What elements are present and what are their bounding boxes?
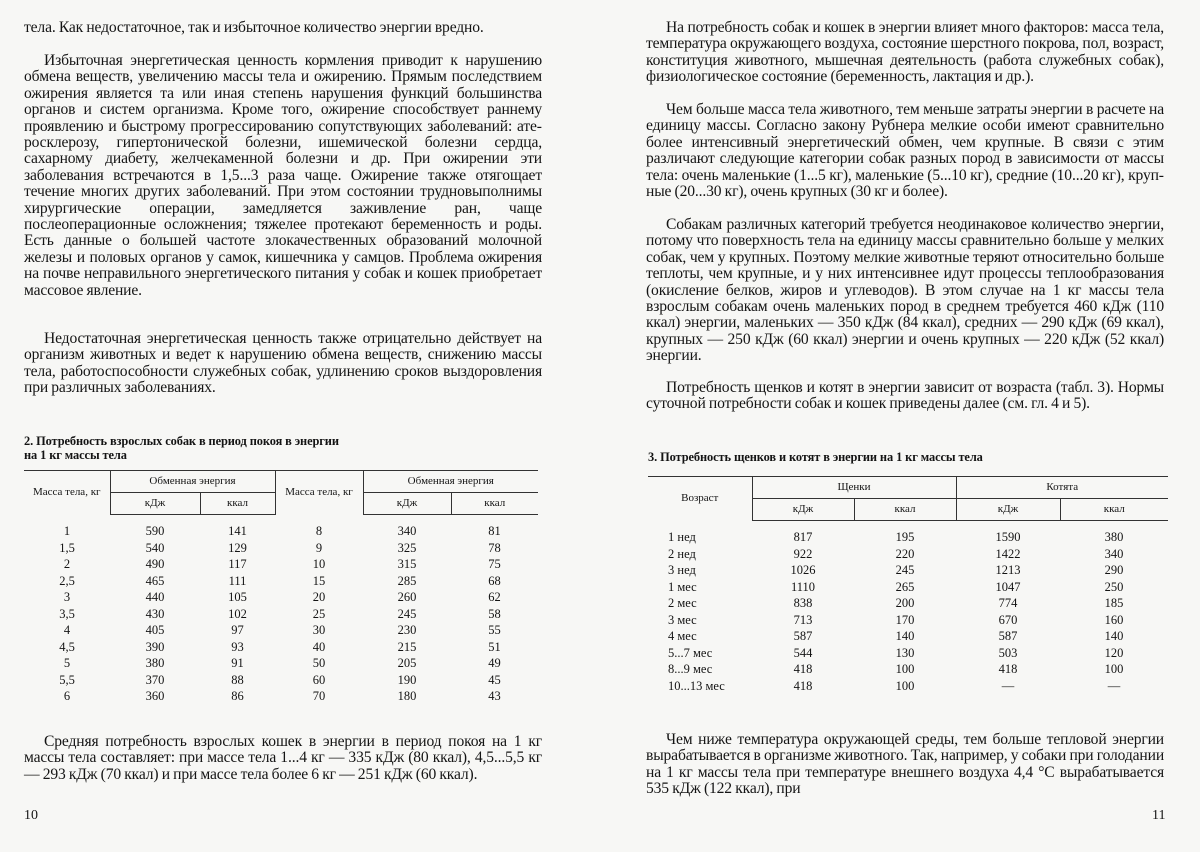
table-cell: 30	[312, 623, 326, 638]
table-cell: 245	[397, 606, 417, 621]
table-cell: 325	[397, 540, 417, 555]
table-cell: 51	[488, 639, 501, 654]
table-cell: 20	[312, 590, 326, 605]
page-number-left: 10	[24, 808, 38, 823]
table-row	[24, 606, 538, 623]
paragraph-energy-factors: На потребность собак и кошек в энергии влияет много факторов: масса тела, температура окружающего воздуха, состояние шерстного покрова, пол, возраст, конституция животного, мышечная деятельность (работа служебных собак), физиологическое состояние (беременность, лактация и др.).	[646, 19, 1164, 86]
table-cell: 587	[998, 629, 1018, 644]
table-adult-dogs-energy	[24, 470, 538, 705]
table3-header-kittens-kj: кДж	[956, 499, 1060, 521]
table-cell: 922	[793, 546, 813, 561]
table-cell: 8...9 мес	[668, 662, 713, 677]
table2-header-energy-2: Обменная энергия	[363, 471, 538, 493]
table-cell: 587	[793, 629, 813, 644]
table-cell: 215	[397, 639, 417, 654]
table-cell: 465	[145, 573, 165, 588]
table-row	[648, 678, 1168, 695]
table-cell: 1 нед	[668, 530, 696, 544]
table-cell: 6	[63, 689, 71, 704]
table-row	[648, 562, 1168, 579]
table-cell: 55	[488, 623, 501, 638]
table-cell: 117	[228, 557, 247, 572]
table-cell: 5...7 мес	[668, 645, 713, 660]
table-cell: 102	[228, 606, 247, 621]
table-row	[24, 556, 538, 573]
table-cell: 265	[895, 579, 915, 594]
table-cell: 290	[1104, 563, 1124, 578]
table-cell: 105	[228, 590, 247, 605]
table-cell: 1026	[790, 563, 816, 578]
table-cell: 86	[231, 689, 244, 704]
table-row	[648, 546, 1168, 563]
table-cell: 590	[145, 524, 165, 539]
table-cell: 4,5	[59, 639, 75, 654]
table-row	[648, 579, 1168, 596]
table-cell: 120	[1104, 645, 1124, 660]
table-cell: 544	[793, 645, 813, 660]
paragraph-puppies-kittens: Потребность щенков и котят в энергии зависит от возраста (табл. 3). Нормы суточной потребности собак и кошек приведены далее (см. гл. 4 и 5).	[646, 379, 1164, 413]
table-cell: 1,5	[59, 540, 75, 555]
paragraph-dog-categories-energy: Собакам различных категорий требуется неодинаковое количество энергии, потому что поверхность тела на единицу массы сравнительно больше у мелких собак, чем у крупных. Поэтому мелкие животные теряют относительно больше теплоты, чем крупные, и у них интенсивнее идут процессы теплообразования (окисление белков, жиров и углеводов). В этом случае на 1 кг массы тела взрослым собакам очень маленьких пород в среднем требуется 460 кДж (110 ккал) энергии, маленьких — 350 кДж (84 ккал), средних — 290 кДж (69 ккал), крупных — 250 кДж (60 ккал) энергии и очень крупных — 220 кДж (52 ккал) энергии.	[646, 216, 1164, 365]
table-cell: 78	[488, 540, 501, 555]
table-cell: 15	[312, 573, 326, 588]
table-cell: 111	[228, 573, 247, 588]
table2-caption	[24, 434, 544, 462]
table-cell: 370	[145, 672, 165, 687]
table-row	[648, 612, 1168, 629]
paragraph-insufficient-energy: Недостаточная энергетическая ценность также отрицательно действует на организм животных и ведет к нарушению обмена веществ, снижению массы тела, работоспособности служебных собак, удлинению сроков выздоровления при различных заболеваниях.	[24, 330, 542, 397]
table-row	[24, 515, 538, 540]
table-cell: 2,5	[59, 573, 75, 588]
table-cell: 130	[895, 645, 915, 660]
table-puppies-kittens-energy	[648, 476, 1168, 694]
table-cell: 75	[488, 557, 501, 572]
table-cell: 140	[895, 629, 915, 644]
table2-header-kj: кДж	[110, 493, 200, 515]
table-cell: 1047	[995, 579, 1021, 594]
table-row	[24, 672, 538, 689]
table-row	[648, 521, 1168, 546]
table-cell: 340	[1104, 546, 1124, 561]
table-cell: —	[1001, 678, 1015, 693]
table-cell: 490	[145, 557, 165, 572]
table-cell: 97	[231, 623, 244, 638]
table-cell: 49	[488, 656, 501, 671]
table2-header-mass: Масса тела, кг	[24, 471, 110, 515]
table3-header-kittens-kcal: ккал	[1060, 499, 1168, 521]
table-cell: 9	[315, 540, 323, 555]
table-cell: 390	[145, 639, 165, 654]
table-cell: 250	[1104, 579, 1124, 594]
table-cell: 25	[312, 606, 326, 621]
table3-header-puppies: Щенки	[752, 477, 956, 499]
table-row	[24, 573, 538, 590]
table-row	[24, 589, 538, 606]
table-cell: 418	[793, 662, 813, 677]
table-cell: 160	[1104, 612, 1124, 627]
table-row	[24, 639, 538, 656]
table-cell: 100	[895, 662, 915, 677]
table-cell: 180	[397, 689, 417, 704]
table2-caption-line2: на 1 кг массы тела	[24, 448, 127, 462]
table-cell: 670	[998, 612, 1018, 627]
table-cell: 40	[312, 639, 326, 654]
right-page	[600, 0, 1200, 852]
table-cell: 60	[312, 672, 326, 687]
page-number-right: 11	[1152, 808, 1166, 823]
table-cell: 8	[315, 524, 323, 538]
table-cell: 88	[231, 672, 244, 687]
table-cell: 70	[312, 689, 326, 704]
table-cell: 2 нед	[668, 546, 696, 561]
table-cell: 1 мес	[668, 579, 697, 594]
table-cell: —	[1107, 678, 1121, 693]
table-cell: 185	[1104, 596, 1124, 611]
table-cell: 5,5	[59, 672, 75, 687]
table-cell: 100	[1104, 662, 1124, 677]
table3-caption: 3. Потребность щенков и котят в энергии на 1 кг массы тела	[648, 450, 983, 464]
paragraph-cats-energy: Средняя потребность взрослых кошек в энергии в период покоя на 1 кг массы тела составляет: при массе тела 1...4 кг — 335 кДж (80 ккал), 4,5...5,5 кг — 293 кДж (70 ккал) и при массе тела более 6 кг — 251 кДж (60 ккал).	[24, 733, 542, 783]
table-cell: 360	[145, 689, 165, 704]
table-cell: 205	[397, 656, 417, 671]
table-cell: 91	[231, 656, 244, 671]
table-cell: 62	[488, 590, 501, 605]
table-cell: 3 мес	[668, 612, 697, 627]
table-row	[24, 655, 538, 672]
table-cell: 1590	[995, 530, 1021, 545]
table-cell: 285	[397, 573, 417, 588]
paragraph-temperature-energy: Чем ниже температура окружающей среды, тем больше тепловой энергии вырабатывается в организме животного. Так, например, у собаки при голодании на 1 кг массы тела при температуре внешнего воздуха 4,4 °С вырабатывается 535 кДж (122 ккал), при	[646, 731, 1165, 798]
table-row	[648, 595, 1168, 612]
table-cell: 93	[231, 639, 244, 654]
paragraph-energy-harm-end: тела. Как недостаточное, так и избыточное количество энергии вредно.	[24, 19, 484, 36]
table-cell: 405	[145, 623, 165, 638]
table-cell: 230	[397, 623, 417, 638]
table2-header-energy: Обменная энергия	[110, 471, 275, 493]
table-cell: 45	[488, 672, 501, 687]
table-cell: 195	[895, 530, 915, 545]
table-cell: 5	[63, 656, 71, 671]
table-cell: 503	[998, 645, 1018, 660]
table-cell: 1	[63, 524, 71, 538]
table-cell: 1213	[995, 563, 1021, 578]
table-cell: 4	[63, 623, 71, 638]
table2-header-kcal-2: ккал	[451, 493, 538, 515]
table-cell: 540	[145, 540, 165, 555]
table-cell: 43	[488, 689, 501, 704]
table3-header-puppies-kcal: ккал	[854, 499, 956, 521]
table-cell: 2 мес	[668, 596, 697, 611]
table3-header-puppies-kj: кДж	[752, 499, 854, 521]
table-cell: 245	[895, 563, 915, 578]
table-cell: 340	[397, 524, 417, 539]
table-cell: 3 нед	[668, 563, 696, 578]
table-row	[648, 661, 1168, 678]
table-cell: 170	[895, 612, 915, 627]
table-row	[648, 645, 1168, 662]
table-cell: 50	[312, 656, 326, 671]
table2-caption-line1: 2. Потребность взрослых собак в период покоя в энергии	[24, 434, 339, 448]
table-cell: 190	[397, 672, 417, 687]
table-cell: 58	[488, 606, 501, 621]
table-cell: 838	[793, 596, 813, 611]
table-cell: 418	[998, 662, 1018, 677]
table-row	[24, 540, 538, 557]
table-cell: 10	[312, 557, 326, 572]
paragraph-excess-energy: Избыточная энергетическая ценность кормления приводит к нарушению обмена веществ, увеличению массы тела и ожирению. Прямым последствием ожирения является та или иная степень нарушения функций большинства органов и систем организма. Кроме того, ожирение способствует раннему проявлению и быстрому прогрессированию сопутствующих заболеваний: атеросклерозу, гипертонической болезни, ишемической болезни сердца, сахарному диабету, желчекаменной болезни и др. При ожирении эти заболевания встречаются в 1,5...3 раза чаще. Ожирение также отягощает течение многих других заболеваний. При этом состоянии трудновыполнимы хирургические операции, замедляется заживление ран, чаще послеоперационные осложнения; тяжелее протекают беременность и роды. Есть данные о большей частоте злокачественных образований молочной железы и половых органов у самок, кишечника у самцов. Проблема ожирения на почве неправильного энергетического питания у собак и кошек приобретает массовое явление.	[24, 52, 542, 299]
paragraph-rubner-law: Чем больше масса тела животного, тем меньше затраты энергии в расчете на единицу массы. Согласно закону Рубнера мелкие особи имеют сравнительно более интенсивный энергетический обмен, чем крупные. В связи с этим различают следующие категории собак разных пород в зависимости от массы тела: очень маленькие (1...5 кг), маленькие (5...10 кг), средние (10...20 кг), крупные (20...30 кг), очень крупных (30 кг и более).	[646, 101, 1164, 201]
table-cell: 315	[397, 557, 417, 572]
table-cell: 10...13 мес	[668, 678, 725, 693]
table-cell: 260	[397, 590, 417, 605]
table-cell: 1422	[995, 546, 1021, 561]
table-cell: 430	[145, 606, 165, 621]
table-row	[648, 628, 1168, 645]
table-cell: 2	[63, 557, 71, 572]
table-cell: 68	[488, 573, 501, 588]
table-cell: 440	[145, 590, 165, 605]
table2-header-kj-2: кДж	[363, 493, 451, 515]
table-cell: 3,5	[59, 606, 75, 621]
table-cell: 713	[793, 612, 813, 627]
table-cell: 380	[1104, 530, 1124, 545]
table-cell: 380	[145, 656, 165, 671]
table3-header-age: Возраст	[648, 477, 752, 521]
table-cell: 81	[488, 524, 501, 539]
table-cell: 100	[895, 678, 915, 693]
table-cell: 817	[793, 530, 813, 545]
table2-header-kcal: ккал	[200, 493, 275, 515]
table-cell: 220	[895, 546, 915, 561]
table-cell: 3	[63, 590, 71, 605]
table-cell: 140	[1104, 629, 1124, 644]
table-cell: 141	[228, 524, 247, 539]
table3-header-kittens: Котята	[956, 477, 1168, 499]
table-row	[24, 622, 538, 639]
table-cell: 129	[228, 540, 247, 555]
table-cell: 4 мес	[668, 629, 697, 644]
table-cell: 1110	[790, 579, 816, 594]
table2-header-mass-2: Масса тела, кг	[275, 471, 363, 515]
table-cell: 418	[793, 678, 813, 693]
table-cell: 774	[998, 596, 1018, 611]
table-row	[24, 688, 538, 705]
table-cell: 200	[895, 596, 915, 611]
